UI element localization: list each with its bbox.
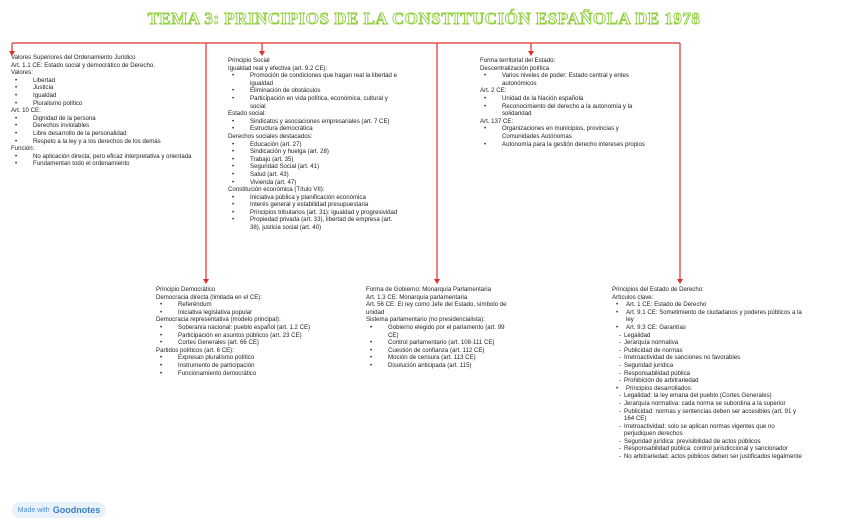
list-item: • Soberanía nacional: pueblo español (art. 1.2 CE) bbox=[156, 324, 342, 332]
derechos-label: Derechos sociales destacados: bbox=[228, 132, 313, 140]
list-item: - Irretroactividad de sanciones no favorables bbox=[612, 354, 802, 362]
list-item: - Seguridad jurídica: previsibilidad de actos públicos bbox=[612, 438, 802, 446]
list-item: • Reconocimiento del derecho a la autonomía y la solidaridad bbox=[480, 103, 650, 118]
gobierno-line: Sistema parlamentario (no presidencialista): bbox=[366, 316, 485, 324]
list-item: • Expresan pluralismo político bbox=[156, 354, 342, 362]
list-item: - Legalidad: la ley emana del pueblo (Cortes Generales) bbox=[612, 392, 802, 400]
list-item: • Cuestión de confianza (art. 112 CE) bbox=[366, 347, 512, 355]
list-item: - Responsabilidad pública bbox=[612, 370, 802, 378]
list-item: • Principios tributarios (art. 31): igualdad y progresividad bbox=[228, 209, 398, 217]
list-item: • Unidad de la Nación española bbox=[480, 95, 650, 103]
list-item: • Eliminación de obstáculos bbox=[228, 87, 398, 95]
valores-label: Valores: bbox=[11, 69, 33, 77]
list-item: - Publicidad: normas y sentencias deben ser accesibles (art. 91 y 164 CE) bbox=[612, 408, 802, 423]
social-block bbox=[228, 57, 398, 232]
funcion-label: Función: bbox=[11, 145, 35, 153]
arrow-democratico bbox=[203, 279, 209, 284]
list-item: • Iniciativa legislativa popular bbox=[156, 309, 342, 317]
democracia-representativa-label: Democracia representativa (modelo principal): bbox=[156, 316, 281, 324]
list-item: • Seguridad Social (art. 41) bbox=[228, 163, 398, 171]
list-item: • Art. 1 CE: Estado de Derecho bbox=[612, 301, 802, 309]
list-item: • Varios niveles de poder: Estado central y entes autonómicos bbox=[480, 72, 650, 87]
democratico-heading: Principio Democrático bbox=[156, 286, 216, 293]
list-item: • Iniciativa pública y planificación económica bbox=[228, 194, 398, 202]
list-item: • Art. 9.3 CE: Garantías bbox=[612, 324, 802, 332]
list-item: • Salud (art. 43) bbox=[228, 171, 398, 179]
list-item: • Igualdad bbox=[11, 92, 201, 100]
list-item: • Principios desarrollados: bbox=[612, 385, 802, 393]
list-item: - Responsabilidad pública: control jurisdiccional y sancionador bbox=[612, 445, 802, 453]
arrow-territorial bbox=[528, 51, 534, 56]
territorial-sub: Descentralización política bbox=[480, 64, 550, 72]
page-title: TEMA 3: PRINCIPIOS DE LA CONSTITUCIÓN ESPAÑOLA DE 1978 bbox=[147, 9, 701, 28]
arrow-gobierno bbox=[434, 279, 440, 284]
list-item: • Respeto a la ley y a los derechos de los demás bbox=[11, 138, 201, 146]
estado-social-label: Estado social: bbox=[228, 110, 266, 118]
list-item: • Trabajo (art. 35) bbox=[228, 156, 398, 164]
list-item: • Interés general y estabilidad presupuestaria bbox=[228, 201, 398, 209]
gobierno-line: Art. 1.3 CE: Monarquía parlamentaria bbox=[366, 293, 468, 301]
list-item: - Irretroactividad: solo se aplican normas vigentes que no perjudiquen derechos bbox=[612, 423, 802, 438]
arrow-derecho bbox=[677, 279, 683, 284]
art137-label: Art. 137 CE: bbox=[480, 117, 514, 125]
art2-label: Art. 2 CE: bbox=[480, 87, 507, 95]
arrow-social bbox=[259, 51, 265, 56]
list-item: - Publicidad de normas bbox=[612, 347, 802, 355]
gobierno-block bbox=[366, 286, 512, 370]
list-item: • Libertad bbox=[11, 77, 201, 85]
articulos-label: Artículos clave: bbox=[612, 293, 654, 301]
list-item: • Art. 9.1 CE: Sometimiento de ciudadanos y poderes públicos a la ley bbox=[612, 309, 802, 324]
list-item: • Estructura democrática bbox=[228, 125, 398, 133]
valores-heading: Valores Superiores del Ordenamiento Jurídico bbox=[11, 54, 136, 61]
list-item: - Prohibición de arbitrariedad bbox=[612, 377, 802, 385]
list-item: • Funcionamiento democrático bbox=[156, 370, 342, 378]
list-item: • Promoción de condiciones que hagan real la libertad e igualdad bbox=[228, 72, 398, 87]
democracia-directa-label: Democracia directa (limitada en el CE): bbox=[156, 293, 263, 301]
list-item: • Organizaciones en municipios, provincias y Comunidades Autónomas bbox=[480, 125, 650, 140]
list-item: - Seguridad jurídica bbox=[612, 362, 802, 370]
list-item: • Referéndum bbox=[156, 301, 342, 309]
territorial-block bbox=[480, 57, 650, 148]
derecho-block bbox=[612, 286, 802, 461]
list-item: • Moción de censura (art. 113 CE) bbox=[366, 354, 512, 362]
derecho-heading: Principios del Estado de Derecho: bbox=[612, 286, 704, 293]
list-item: • Justicia bbox=[11, 84, 201, 92]
list-item: • Sindicatos y asociaciones empresariales (art. 7 CE) bbox=[228, 118, 398, 126]
territorial-heading: Forma territorial del Estado: bbox=[480, 57, 556, 64]
list-item: • Pluralismo político bbox=[11, 100, 201, 108]
list-item: - No arbitrariedad: actos públicos deben ser justificados legalmente bbox=[612, 453, 802, 461]
made-with-goodnotes-badge[interactable] bbox=[12, 502, 106, 518]
list-item: • Fundamentan todo el ordenamiento bbox=[11, 160, 201, 168]
list-item: - Jerarquía normativa: cada norma se subordina a la superior bbox=[612, 400, 802, 408]
democratico-block bbox=[156, 286, 342, 377]
list-item: • Libre desarrollo de la personalidad bbox=[11, 130, 201, 138]
list-item: • Instrumento de participación bbox=[156, 362, 342, 370]
list-item: - Legalidad bbox=[612, 332, 802, 340]
gobierno-line: Art. 56 CE: El rey como Jefe del Estado, símbolo de unidad bbox=[366, 301, 507, 316]
list-item: • Vivienda (art. 47) bbox=[228, 179, 398, 187]
badge-prefix: Made with bbox=[17, 506, 50, 514]
list-item: • Disolución anticipada (art. 115) bbox=[366, 362, 512, 370]
list-item: • Derechos inviolables bbox=[11, 122, 201, 130]
list-item: • Participación en vida política, económica, cultural y social bbox=[228, 95, 398, 110]
list-item: • Autonomía para la gestión derecho intereses propios bbox=[480, 141, 650, 149]
social-sub: Igualdad real y efectiva (art. 9.2 CE): bbox=[228, 64, 328, 72]
list-item: • Propiedad privada (art. 33), libertad de empresa (art. 38), justicia social (art. 40) bbox=[228, 216, 398, 231]
badge-brand: Goodnotes bbox=[52, 505, 101, 515]
list-item: - Jerarquía normativa bbox=[612, 339, 802, 347]
list-item: • Sindicación y huelga (art. 28) bbox=[228, 148, 398, 156]
list-item: • Control parlamentario (art. 108-111 CE) bbox=[366, 339, 512, 347]
gobierno-heading: Forma de Gobierno: Monarquía Parlamentaria bbox=[366, 286, 491, 293]
list-item: • No aplicación directa, pero eficaz interpretativa y orientada bbox=[11, 153, 201, 161]
valores-block bbox=[11, 54, 201, 168]
social-heading: Principio Social bbox=[228, 57, 270, 64]
art10-label: Art. 10 CE: bbox=[11, 107, 41, 115]
list-item: • Gobierno elegido por el parlamento (art. 99 CE) bbox=[366, 324, 512, 339]
list-item: • Educación (art. 27) bbox=[228, 141, 398, 149]
economica-label: Constitución económica (Título VII): bbox=[228, 186, 325, 194]
list-item: • Participación en asuntos públicos (art. 23 CE) bbox=[156, 332, 342, 340]
list-item: • Dignidad de la persona bbox=[11, 115, 201, 123]
valores-art11: Art. 1.1 CE: Estado social y democrático de Derecho. bbox=[11, 61, 155, 69]
list-item: • Cortes Generales (art. 66 CE) bbox=[156, 339, 342, 347]
partidos-label: Partidos políticos (art. 6 CE): bbox=[156, 346, 234, 354]
